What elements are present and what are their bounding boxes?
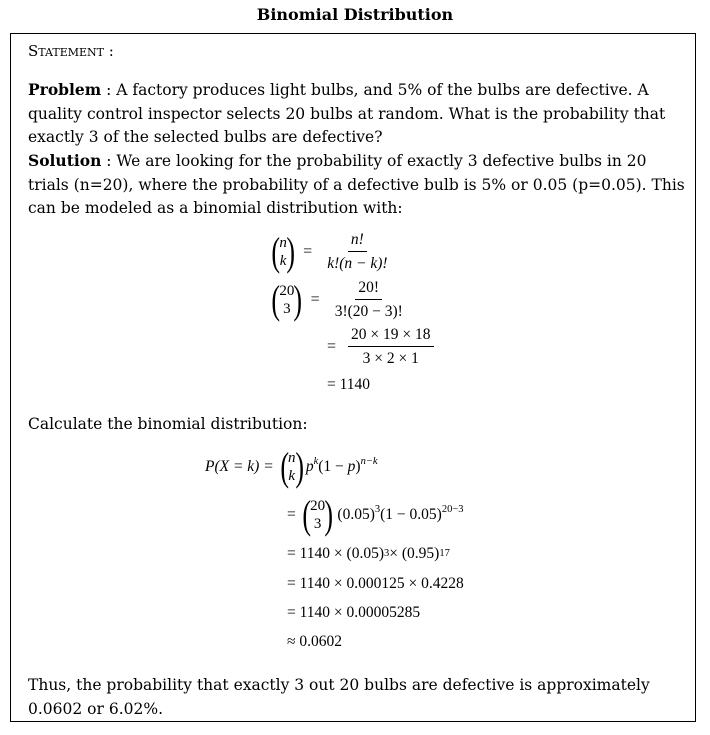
solution-paragraph (28, 149, 688, 221)
pmf-result: ≈ 0.0602 (287, 633, 343, 650)
problem-paragraph (28, 78, 688, 150)
binom-nk: ( n k ) (271, 228, 295, 274)
problem-text: : A factory produces light bulbs, and 5% of the bulbs are defective. A quality control inspector selects 20 bulbs at random. What is the probability that exactly 3 of the selected bulbs are defective? (28, 81, 666, 146)
combination-result: = 1140 (327, 376, 371, 393)
pmf-step-2: = 1140 × 0.000125 × 0.4228 (287, 575, 464, 592)
factorial-fraction: $\frac{n!}{k!(n - k)!}$ (327, 231, 388, 272)
problem-label: Problem (28, 80, 102, 99)
pmf-step-3: = 1140 × 0.00005285 (287, 604, 421, 621)
conclusion: Thus, the probability that exactly 3 out 20 bulbs are defective is approximately 0.0602 or 6.02%. (28, 676, 650, 718)
binom-20-3: ( 20 3 ) (271, 276, 303, 322)
statement-box (10, 33, 696, 722)
pmf-formula: P(X = k) = ( n k ) $p^k(1 - p)^{n-k}$ (205, 444, 378, 489)
combination-definition: ( n k ) = $\frac{n!}{k!(n - k)!}$ (269, 230, 397, 273)
pmf-step-1: = 1140 × (0.05) 3 × (0.95) 17 (287, 545, 450, 562)
solution-label: Solution (28, 151, 102, 170)
combination-expanded: = $\frac{20 \times 19 \times 18}{3 \times 2 \times 1}$ (321, 325, 440, 368)
page-title: Binomial Distribution (256, 5, 454, 24)
solution-text: : We are looking for the probability of exactly 3 defective bulbs in 20 trials (n=20), where the probability of a defective bulb is 5% or 0.05 (p=0.05). This can be modeled as a binomial distribution with: (28, 152, 685, 217)
combination-substitution: ( 20 3 ) = $\frac{20!}{3!(20 - 3)!}$ (269, 278, 412, 321)
statement-label: Statement : (28, 42, 114, 60)
calc-intro: Calculate the binomial distribution: (28, 415, 308, 433)
pmf-substitution: = ( 20 3 ) $(0.05)^3(1 - 0.05)^{20-3}$ (287, 492, 464, 537)
